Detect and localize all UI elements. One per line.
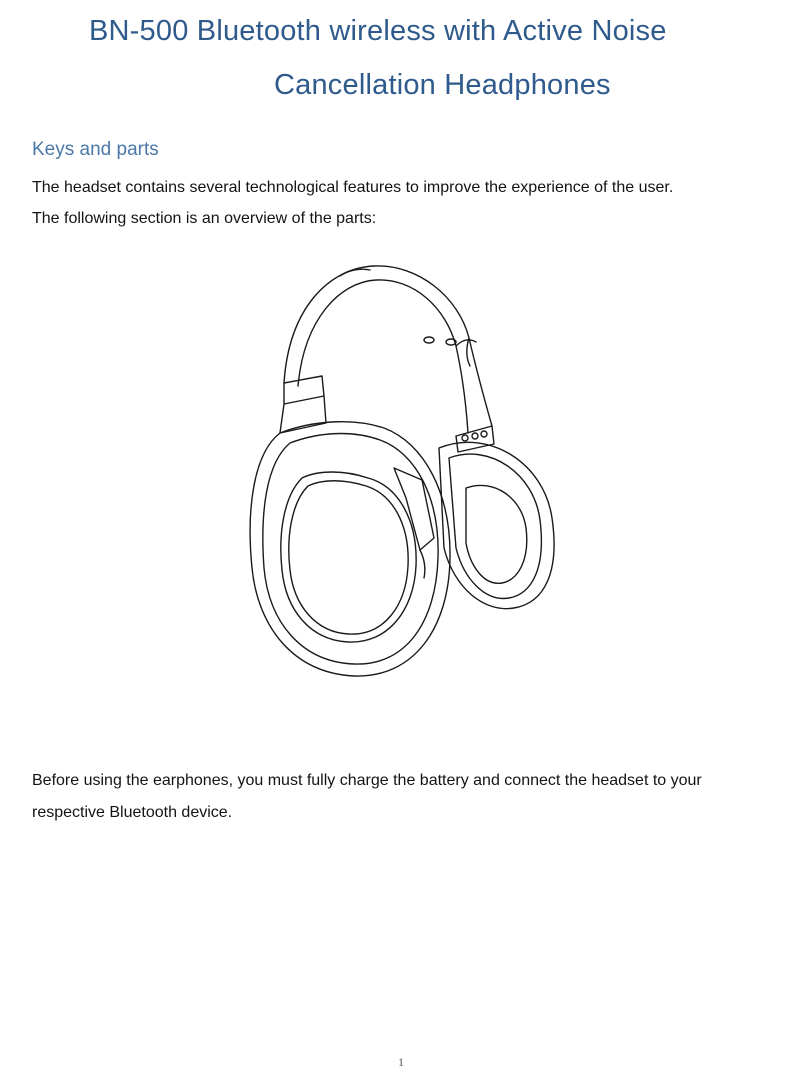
charging-paragraph-line-2: respective Bluetooth device. — [32, 804, 233, 821]
right-ear-cup — [439, 442, 554, 608]
intro-paragraph-line-2: The following section is an overview of the parts: — [32, 210, 377, 227]
headband — [284, 266, 492, 433]
headphones-illustration — [244, 258, 562, 678]
left-ear-cup — [250, 422, 450, 676]
document-title-line-1: BN-500 Bluetooth wireless with Active Noise — [89, 15, 667, 47]
right-hinge — [456, 426, 494, 452]
section-heading-keys-and-parts: Keys and parts — [32, 139, 159, 160]
page-number: 1 — [398, 1055, 404, 1069]
intro-paragraph-line-1: The headset contains several technological features to improve the experience of the user. — [32, 179, 674, 196]
left-slider — [280, 376, 326, 433]
document-title-line-2: Cancellation Headphones — [274, 69, 611, 101]
charging-paragraph-line-1: Before using the earphones, you must fully charge the battery and connect the headset to your — [32, 772, 702, 789]
